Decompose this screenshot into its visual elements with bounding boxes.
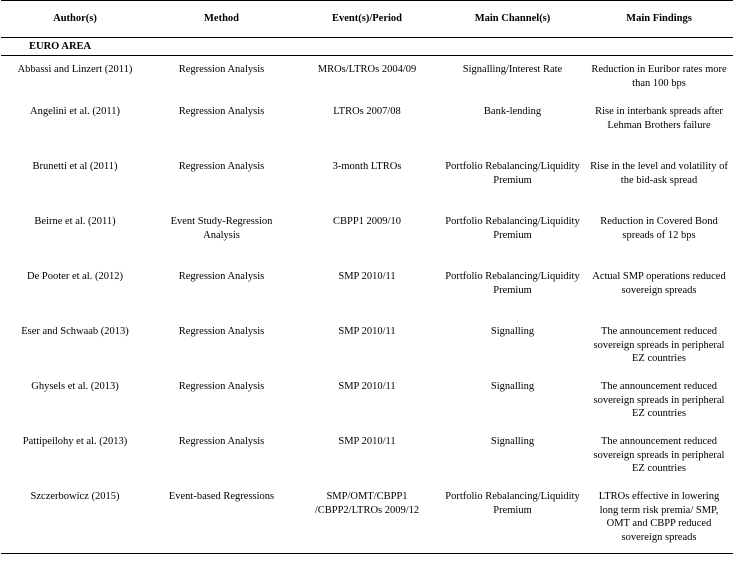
- cell-channel: Signalling: [490, 436, 535, 447]
- cell-channel: Portfolio Rebalancing/Liquidity Premium: [440, 483, 585, 554]
- header-channel: Main Channel(s): [440, 1, 585, 38]
- cell-method: Regression Analysis: [178, 271, 265, 282]
- header-author: Author(s): [1, 1, 149, 38]
- cell-channel: Portfolio Rebalancing/Liquidity Premium: [445, 161, 580, 186]
- cell-event: LTROs 2007/08: [333, 106, 401, 117]
- cell-channel: Signalling/Interest Rate: [462, 64, 563, 75]
- table-row: [1, 428, 733, 483]
- cell-findings: Rise in interbank spreads after Lehman Brothers failure: [595, 106, 723, 131]
- cell-channel: Portfolio Rebalancing/Liquidity Premium: [445, 216, 580, 241]
- cell-method: Event Study-Regression Analysis: [170, 216, 273, 241]
- cell-author: Eser and Schwaab (2013): [21, 326, 129, 337]
- cell-author: Angelini et al. (2011): [29, 106, 120, 117]
- cell-method: Regression Analysis: [178, 381, 265, 392]
- table-row: [1, 153, 733, 208]
- table-row: [1, 263, 733, 318]
- cell-method: Regression Analysis: [178, 326, 265, 337]
- cell-channel: Portfolio Rebalancing/Liquidity Premium: [445, 271, 580, 296]
- cell-findings: LTROs effective in lowering long term risk premia/ SMP, OMT and CBPP reduced sovereign spreads: [585, 483, 733, 554]
- cell-findings: Reduction in Covered Bond spreads of 12 bps: [600, 216, 718, 241]
- literature-review-table: [1, 0, 733, 554]
- cell-event: MROs/LTROs 2004/09: [317, 64, 417, 75]
- cell-findings: Rise in the level and volatility of the bid-ask spread: [590, 161, 728, 186]
- table-row: [1, 56, 733, 99]
- cell-event: SMP 2010/11: [338, 381, 396, 392]
- header-event: Event(s)/Period: [294, 1, 440, 38]
- table-row: [1, 373, 733, 428]
- cell-findings: The announcement reduced sovereign spreads in peripheral EZ countries: [593, 436, 725, 474]
- cell-author: Beirne et al. (2011): [34, 216, 116, 227]
- cell-method: Regression Analysis: [178, 161, 265, 172]
- cell-event: 3-month LTROs: [332, 161, 402, 172]
- cell-event: SMP 2010/11: [338, 326, 396, 337]
- table-row: [1, 208, 733, 263]
- cell-findings: Reduction in Euribor rates more than 100 bps: [591, 64, 727, 89]
- cell-author: Ghysels et al. (2013): [31, 381, 119, 392]
- cell-author: Szczerbowicz (2015): [1, 483, 149, 554]
- cell-findings: Actual SMP operations reduced sovereign spreads: [592, 271, 726, 296]
- cell-findings: The announcement reduced sovereign spreads in peripheral EZ countries: [593, 326, 725, 364]
- cell-author: De Pooter et al. (2012): [27, 271, 123, 282]
- cell-findings: The announcement reduced sovereign spreads in peripheral EZ countries: [593, 381, 725, 419]
- cell-method: Event-based Regressions: [149, 483, 294, 554]
- table-row: [1, 483, 733, 554]
- cell-method: Regression Analysis: [178, 436, 265, 447]
- cell-channel: Signalling: [490, 326, 535, 337]
- cell-event: SMP 2010/11: [338, 271, 396, 282]
- header-method: Method: [149, 1, 294, 38]
- cell-method: Regression Analysis: [178, 106, 265, 117]
- table-row: [1, 318, 733, 373]
- cell-author: Brunetti et al (2011): [32, 161, 118, 172]
- cell-channel: Bank-lending: [483, 106, 542, 117]
- cell-channel: Signalling: [490, 381, 535, 392]
- section-label: EURO AREA: [1, 38, 733, 56]
- header-findings: Main Findings: [585, 1, 733, 38]
- cell-event: SMP 2010/11: [338, 436, 396, 447]
- cell-author: Pattipeilohy et al. (2013): [22, 436, 128, 447]
- cell-method: Regression Analysis: [178, 64, 265, 75]
- cell-event: CBPP1 2009/10: [333, 216, 401, 227]
- header-row: [1, 1, 733, 38]
- cell-author: Abbassi and Linzert (2011): [17, 64, 133, 75]
- cell-event: SMP/OMT/CBPP1 /CBPP2/LTROs 2009/12: [294, 483, 440, 554]
- section-row: [1, 38, 733, 56]
- table-row: [1, 98, 733, 153]
